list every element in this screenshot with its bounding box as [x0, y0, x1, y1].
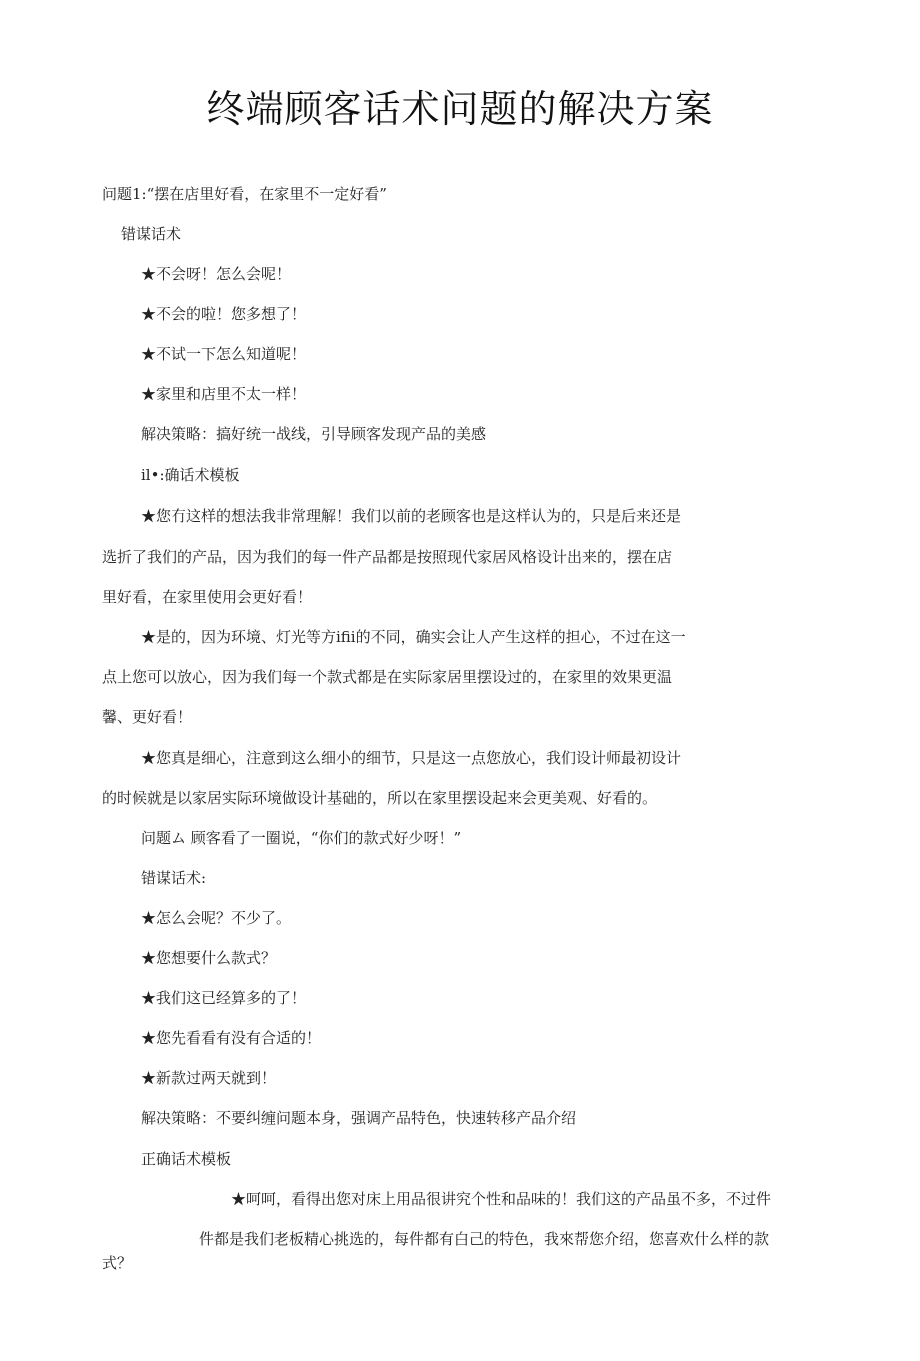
- strategy-text: 解决策略：搞好统一战线，引导顾客发现产品的美感: [141, 425, 487, 443]
- question-2-heading: 问题ム 顾客看了一圈说，“你们的款式好少呀！”: [141, 829, 462, 847]
- wrong-script-item: ★怎么会呢？不少了。: [141, 909, 292, 927]
- wrong-script-heading: 错谋话术:: [141, 869, 207, 887]
- correct-script-paragraph: 的时候就是以家居实际环境做设计基础的，所以在家里摆设起来会更美观、好看的。: [102, 789, 658, 807]
- wrong-script-item: ★我们这已经算多的了！: [141, 989, 307, 1007]
- question-1-heading: 问题1:“摆在店里好看，在家里不一定好看”: [102, 185, 387, 203]
- correct-script-paragraph: 式？: [102, 1254, 133, 1272]
- wrong-script-item: ★不试一下怎么知道呢！: [141, 345, 307, 363]
- correct-script-paragraph: 里好看，在家里使用会更好看！: [102, 588, 313, 606]
- correct-script-paragraph: 点上您可以放心，因为我们每一个款式都是在实际家居里摆设过的，在家里的效果更温: [102, 668, 673, 686]
- correct-script-paragraph: 馨、更好看！: [102, 708, 193, 726]
- correct-script-heading: il•:确话术模板: [141, 466, 240, 484]
- correct-script-paragraph: 选折了我们的产品，因为我们的每一件产品都是按照现代家居风格设计出来的，摆在店: [102, 548, 673, 566]
- correct-script-paragraph: ★您真是细心，注意到这么细小的细节，只是这一点您放心，我们设计师最初设计: [141, 749, 682, 767]
- wrong-script-item: ★不会呀！怎么会呢！: [141, 265, 292, 283]
- wrong-script-item: ★新款过两天就到！: [141, 1069, 277, 1087]
- wrong-script-item: ★您想要什么款式？: [141, 949, 277, 967]
- correct-script-paragraph: ★呵呵，看得出您对床上用品很讲究个性和品味的！我们这的产品虽不多，不过件: [231, 1190, 772, 1208]
- correct-script-paragraph: ★您冇这样的想法我非常理解！我们以前的老顾客也是这样认为的，只是后来还是: [141, 507, 682, 525]
- strategy-text: 解决策略：不要纠缠问题本身，强调产品特色，快速转移产品介绍: [141, 1109, 577, 1127]
- correct-script-paragraph: 件都是我们老板精心挑选的，每件都有白己的特色，我來帮您介绍，您喜欢什么样的款: [199, 1230, 770, 1248]
- correct-script-heading: 正确话术模板: [141, 1150, 232, 1168]
- wrong-script-item: ★您先看看有没有合适的！: [141, 1029, 322, 1047]
- wrong-script-item: ★不会的啦！您多想了！: [141, 305, 307, 323]
- document-title: 终端顾客话术问题的解决方案: [206, 87, 714, 131]
- wrong-script-heading: 错谋话术: [121, 225, 182, 243]
- wrong-script-item: ★家里和店里不太一样！: [141, 385, 307, 403]
- correct-script-paragraph: ★是的，因为环境、灯光等方ifii的不同，确实会让人产生这样的担心，不过在这一: [141, 628, 686, 646]
